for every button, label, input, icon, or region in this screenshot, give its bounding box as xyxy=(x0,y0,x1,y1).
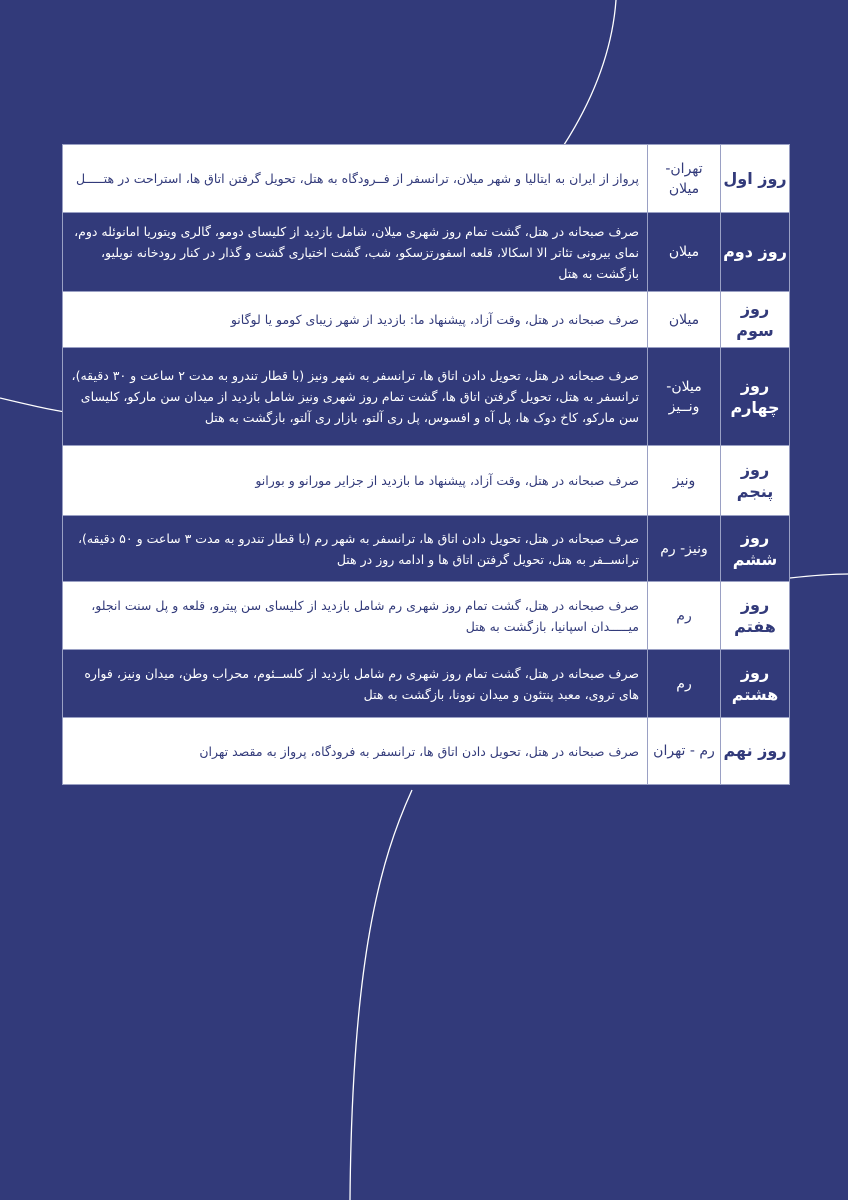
itinerary-table xyxy=(62,144,790,785)
left-arc xyxy=(0,398,66,412)
description-cell: صرف صبحانه در هتل، تحویل دادن اتاق ها، ترانسفر به شهر ونیز (با قطار تندرو به مدت ۲ ساعت و ۳۰ دقیقه)، ترانسفر به هتل، تحویل گرفتن اتاق ها، گشت تمام روز شهری ونیز شامل بازدید از میدان سن مارکو، کلیسای سن مارکو، کاخ دوک ها، پل آه و افسوس، پل ری آلتو، بازار ری آلتو، بازگشت به هتل xyxy=(63,348,648,446)
day-cell: روز سوم xyxy=(721,292,790,348)
table-row xyxy=(63,348,790,446)
city-cell: میلان- ونــیز xyxy=(648,348,721,446)
city-cell: ونیز xyxy=(648,446,721,516)
day-cell: روز هشتم xyxy=(721,650,790,718)
description-cell: صرف صبحانه در هتل، وقت آزاد، پیشنهاد ما بازدید از جزایر مورانو و بورانو xyxy=(63,446,648,516)
description-cell: صرف صبحانه در هتل، تحویل دادن اتاق ها، ترانسفر به فرودگاه، پرواز به مقصد تهران xyxy=(63,718,648,785)
day-cell: روز چهارم xyxy=(721,348,790,446)
description-cell: صرف صبحانه در هتل، وقت آزاد، پیشنهاد ما: بازدید از شهر زیبای کومو یا لوگانو xyxy=(63,292,648,348)
day-cell: روز دوم xyxy=(721,213,790,292)
table-row xyxy=(63,145,790,213)
description-cell: صرف صبحانه در هتل، گشت تمام روز شهری رم شامل بازدید از کلســئوم، محراب وطن، میدان ونیز، فواره های تروی، معبد پنتئون و میدان نوونا، بازگشت به هتل xyxy=(63,650,648,718)
itinerary-table-wrapper xyxy=(62,144,790,785)
table-row xyxy=(63,213,790,292)
description-cell: صرف صبحانه در هتل، تحویل دادن اتاق ها، ترانسفر به شهر رم (با قطار تندرو به مدت ۳ ساعت و ۵۰ دقیقه)، ترانســفر به هتل، تحویل گرفتن اتاق ها و ادامه روز در هتل xyxy=(63,516,648,582)
right-arc xyxy=(790,574,848,578)
table-row xyxy=(63,582,790,650)
city-cell: رم - تهران xyxy=(648,718,721,785)
table-row xyxy=(63,446,790,516)
top-arc xyxy=(562,0,616,148)
city-cell: میلان xyxy=(648,292,721,348)
table-row xyxy=(63,718,790,785)
description-cell: صرف صبحانه در هتل، گشت تمام روز شهری رم شامل بازدید از کلیسای سن پیترو، قلعه و پل سنت انجلو، میـــــدان اسپانیا، بازگشت به هتل xyxy=(63,582,648,650)
city-cell: میلان xyxy=(648,213,721,292)
city-cell: تهران- میلان xyxy=(648,145,721,213)
city-cell: رم xyxy=(648,650,721,718)
city-cell: رم xyxy=(648,582,721,650)
bottom-arc xyxy=(350,790,412,1200)
city-cell: ونیز- رم xyxy=(648,516,721,582)
description-cell: صرف صبحانه در هتل، گشت تمام روز شهری میلان، شامل بازدید از کلیسای دومو، گالری ویتوریا امانوئله دوم، نمای بیرونی تئاتر الا اسکالا، قلعه اسفورتزسکو، شب، گشت اختیاری گشت و گذار در کنار رودخانه نویلیو، بازگشت به هتل xyxy=(63,213,648,292)
day-cell: روز هفتم xyxy=(721,582,790,650)
description-cell: پرواز از ایران به ایتالیا و شهر میلان، ترانسفر از فــرودگاه به هتل، تحویل گرفتن اتاق ها، استراحت در هتـــــل xyxy=(63,145,648,213)
table-row xyxy=(63,292,790,348)
day-cell: روز اول xyxy=(721,145,790,213)
day-cell: روز پنجم xyxy=(721,446,790,516)
table-row xyxy=(63,650,790,718)
day-cell: روز نهم xyxy=(721,718,790,785)
day-cell: روز ششم xyxy=(721,516,790,582)
table-row xyxy=(63,516,790,582)
